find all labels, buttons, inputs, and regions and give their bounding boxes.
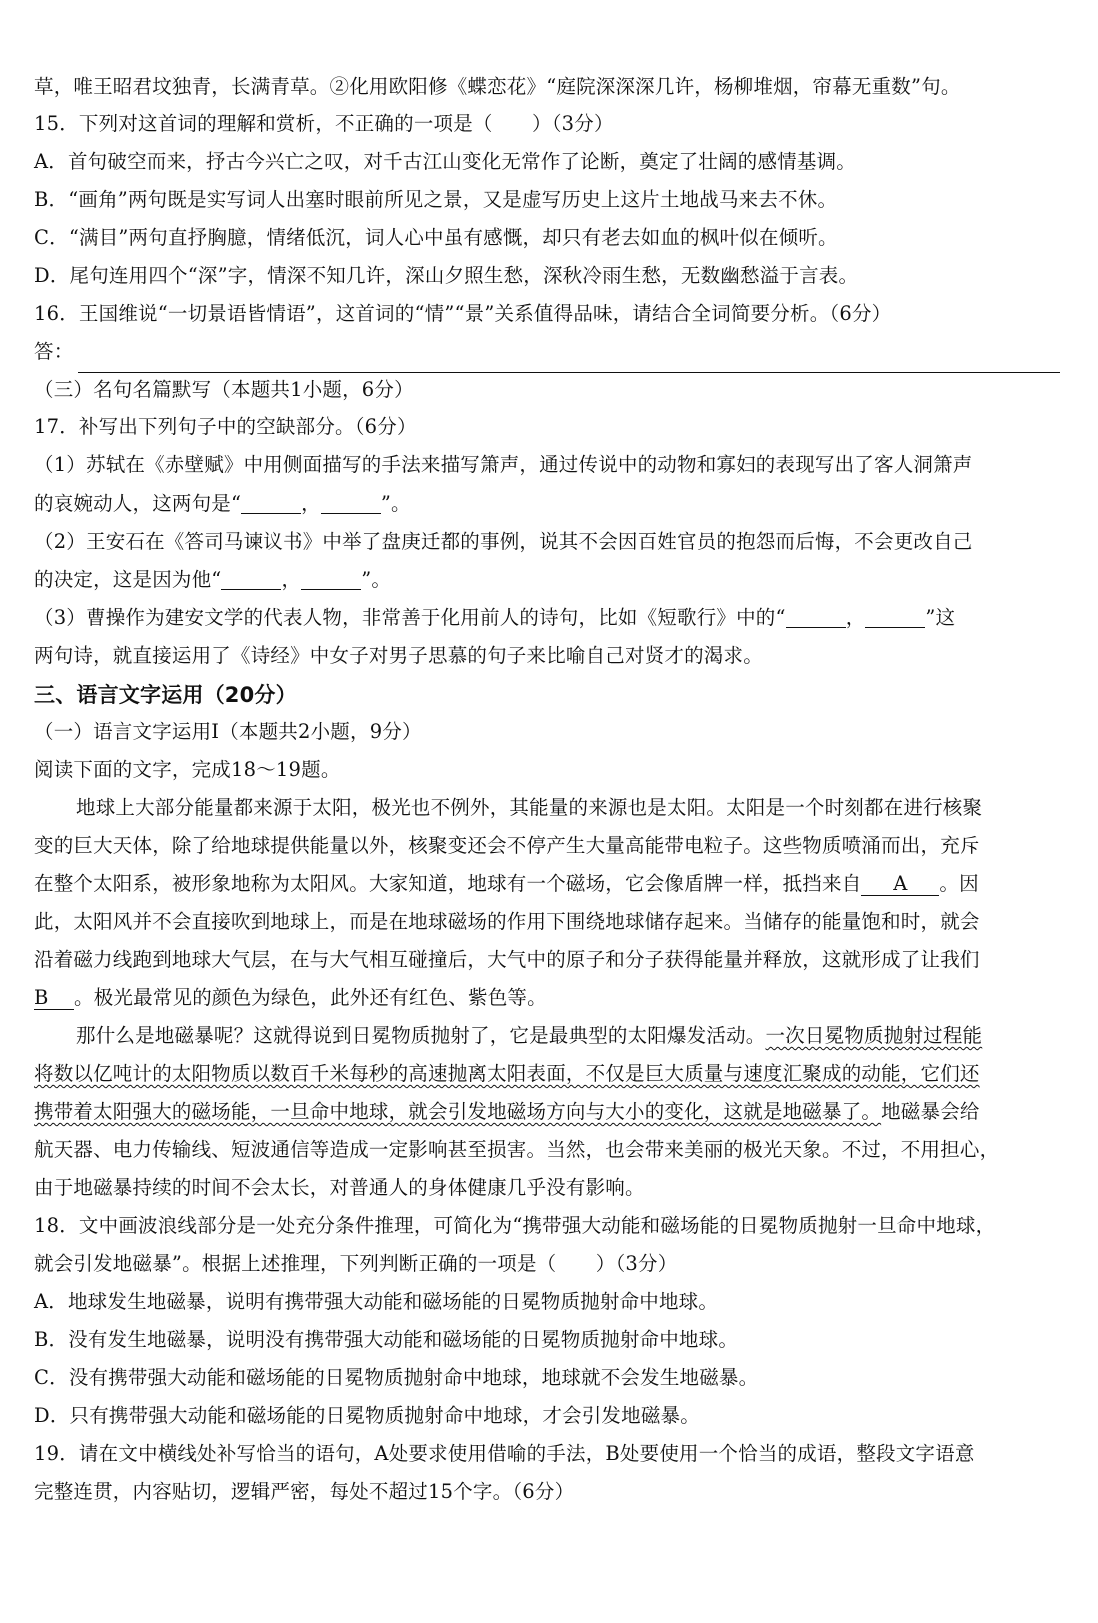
- fill-blank[interactable]: [786, 607, 846, 628]
- question-17-2-line2: [34, 567, 391, 593]
- passage-p2-line4: 航天器、电力传输线、短波通信等造成一定影响甚至损害。当然，也会带来美丽的极光天象。不过，不用担心，: [34, 1138, 1000, 1161]
- passage-p2-line3: [34, 1099, 980, 1125]
- passage-p2-line2: [34, 1061, 980, 1087]
- text: 。极光最常见的颜色为绿色，此外还有红色、紫色等。: [74, 986, 547, 1009]
- passage-p2-line1: [76, 1023, 982, 1049]
- text: 那什么是地磁暴呢？这就得说到日冕物质抛射了，它是最典型的太阳爆发活动。: [76, 1024, 766, 1047]
- fill-blank[interactable]: [321, 493, 381, 514]
- text: ”。: [380, 492, 411, 515]
- text: 地磁暴会给: [881, 1100, 980, 1123]
- text: ，: [281, 568, 302, 591]
- question-19-line1: 19．请在文中横线处补写恰当的语句，A处要求使用借喻的手法，B处要使用一个恰当的成语，整段文字语意: [34, 1442, 975, 1465]
- question-17-3-line1: [34, 605, 955, 631]
- answer-blank-line[interactable]: [78, 372, 1060, 373]
- question-18-line1: 18．文中画波浪线部分是一处充分条件推理，可简化为“携带强大动能和磁场能的日冕物质抛射一旦命中地球，: [34, 1214, 996, 1237]
- text: 的哀婉动人，这两句是“: [34, 492, 242, 515]
- option-15d: D．尾句连用四个“深”字，情深不知几许，深山夕照生愁，深秋冷雨生愁，无数幽愁溢于言表。: [34, 264, 859, 287]
- wavy-underlined-text: 携带着太阳强大的磁场能，一旦命中地球，就会引发地磁场方向与大小的变化，这就是地磁暴了。: [34, 1100, 882, 1123]
- fill-blank[interactable]: [221, 569, 281, 590]
- question-17-3-line2: 两句诗，就直接运用了《诗经》中女子对男子思慕的句子来比喻自己对贤才的渴求。: [34, 644, 763, 667]
- option-18b: B．没有发生地磁暴，说明没有携带强大动能和磁场能的日冕物质抛射命中地球。: [34, 1328, 739, 1351]
- question-15: 15．下列对这首词的理解和赏析，不正确的一项是（ ）（3分）: [34, 112, 614, 135]
- fill-blank[interactable]: [301, 569, 361, 590]
- section-3-1-heading: （一）语言文字运用Ⅰ（本题共2小题，9分）: [34, 720, 422, 743]
- fill-blank[interactable]: [865, 607, 925, 628]
- reading-instruction: 阅读下面的文字，完成18～19题。: [34, 758, 341, 781]
- passage-p1-line1: 地球上大部分能量都来源于太阳，极光也不例外，其能量的来源也是太阳。太阳是一个时刻都在进行核聚: [76, 796, 983, 819]
- option-15c: C．“满目”两句直抒胸臆，情绪低沉，词人心中虽有感慨，却只有老去如血的枫叶似在倾听。: [34, 226, 838, 249]
- passage-p1-line3: [34, 871, 979, 897]
- question-19-line2: 完整连贯，内容贴切，逻辑严密，每处不超过15个字。（6分）: [34, 1480, 575, 1503]
- section-3-3-heading: （三）名句名篇默写（本题共1小题，6分）: [34, 378, 414, 401]
- question-17-1-line2: [34, 491, 411, 517]
- text: （3）曹操作为建安文学的代表人物，非常善于化用前人的诗句，比如《短歌行》中的“: [34, 606, 786, 629]
- passage-p1-line6: [34, 985, 547, 1011]
- blank-a[interactable]: A: [861, 873, 939, 896]
- wavy-underlined-text: 一次日冕物质抛射过程能: [765, 1024, 983, 1047]
- wavy-underlined-text: 将数以亿吨计的太阳物质以数百千米每秒的高速抛离太阳表面，不仅是巨大质量与速度汇聚成的动能，它们还: [34, 1062, 980, 1085]
- text: 的决定，这是因为他“: [34, 568, 222, 591]
- annotation-line: 草，唯王昭君坟独青，长满青草。②化用欧阳修《蝶恋花》“庭院深深深几许，杨柳堆烟，帘幕无重数”句。: [34, 75, 961, 98]
- blank-b[interactable]: B: [34, 987, 74, 1010]
- text: 。因: [939, 872, 979, 895]
- text: ”。: [361, 568, 392, 591]
- passage-p1-line5: 沿着磁力线跑到地球大气层，在与大气相互碰撞后，大气中的原子和分子获得能量并释放，这就形成了让我们: [34, 948, 980, 971]
- passage-p1-line2: 变的巨大天体，除了给地球提供能量以外，核聚变还会不停产生大量高能带电粒子。这些物质喷涌而出，充斥: [34, 834, 980, 857]
- answer-label: 答：: [34, 340, 74, 363]
- option-18a: A．地球发生地磁暴，说明有携带强大动能和磁场能的日冕物质抛射命中地球。: [34, 1290, 719, 1313]
- question-17-1-line1: （1）苏轼在《赤壁赋》中用侧面描写的手法来描写箫声，通过传说中的动物和寡妇的表现写出了客人洞箫声: [34, 453, 973, 476]
- text: ，: [845, 606, 866, 629]
- text: 在整个太阳系，被形象地称为太阳风。大家知道，地球有一个磁场，它会像盾牌一样，抵挡来自: [34, 872, 862, 895]
- section-3-title: 三、语言文字运用（20分）: [34, 683, 297, 707]
- fill-blank[interactable]: [241, 493, 301, 514]
- text: ”这: [925, 606, 956, 629]
- question-17-2-line1: （2）王安石在《答司马谏议书》中举了盘庚迁都的事例，说其不会因百姓官员的抱怨而后悔，不会更改自己: [34, 530, 973, 553]
- option-18d: D．只有携带强大动能和磁场能的日冕物质抛射命中地球，才会引发地磁暴。: [34, 1404, 700, 1427]
- passage-p2-line5: 由于地磁暴持续的时间不会太长，对普通人的身体健康几乎没有影响。: [34, 1176, 645, 1199]
- option-18c: C．没有携带强大动能和磁场能的日冕物质抛射命中地球，地球就不会发生地磁暴。: [34, 1366, 759, 1389]
- question-16: 16．王国维说“一切景语皆情语”，这首词的“情”“景”关系值得品味，请结合全词简要分析。（6分）: [34, 302, 892, 325]
- question-17: 17．补写出下列句子中的空缺部分。（6分）: [34, 415, 417, 438]
- option-15a: A．首句破空而来，抒古今兴亡之叹，对千古江山变化无常作了论断，奠定了壮阔的感情基调。: [34, 150, 856, 173]
- text: ，: [301, 492, 321, 515]
- question-18-line2: 就会引发地磁暴”。根据上述推理，下列判断正确的一项是（ ）（3分）: [34, 1252, 678, 1275]
- option-15b: B．“画角”两句既是实写词人出塞时眼前所见之景，又是虚写历史上这片土地战马来去不休。: [34, 188, 838, 211]
- passage-p1-line4: 此，太阳风并不会直接吹到地球上，而是在地球磁场的作用下围绕地球储存起来。当储存的能量饱和时，就会: [34, 910, 980, 933]
